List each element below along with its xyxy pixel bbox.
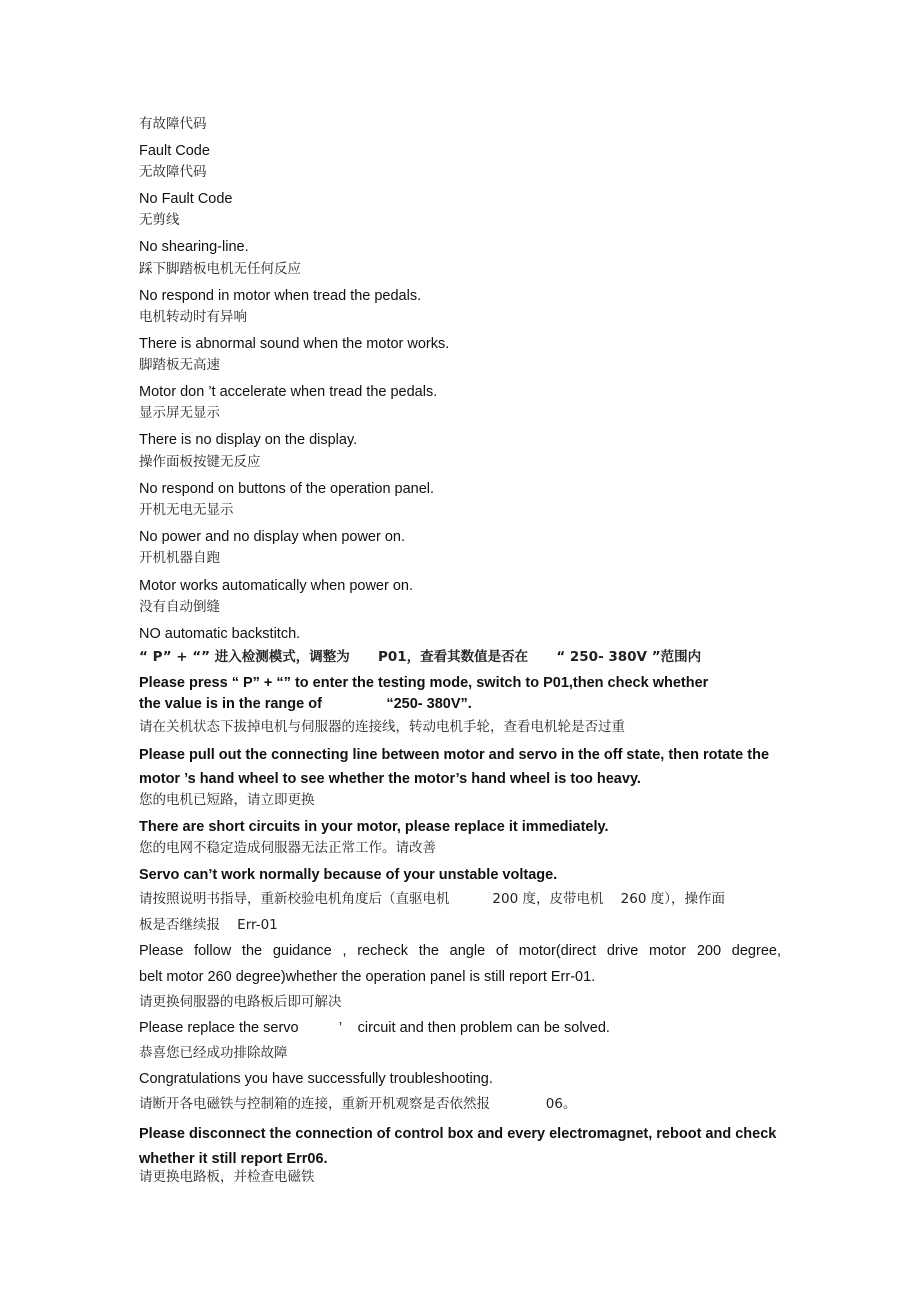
text-line-zh: 有故障代码 xyxy=(139,116,207,132)
text-line-en: Servo can’t work normally because of your unstable voltage. xyxy=(139,867,558,883)
text-line-en: Motor works automatically when power on. xyxy=(139,578,414,594)
text-line-en: Please disconnect the connection of control box and every electromagnet, reboot and check xyxy=(139,1126,777,1142)
text-line-zh: 请在关机状态下拔掉电机与伺服器的连接线，转动电机手轮，查看电机轮是否过重 xyxy=(139,719,625,735)
text-line-en: Please follow the guidance , recheck the angle of motor(direct drive motor 200 degree, xyxy=(139,943,781,959)
text-line-zh: 无故障代码 xyxy=(139,164,207,180)
text-line-zh: 没有自动倒缝 xyxy=(139,599,220,615)
text-line-en: No power and no display when power on. xyxy=(139,529,405,545)
text-line-en: Fault Code xyxy=(139,143,210,159)
text-line-zh: “ P” + “” 进入检测模式，调整为 P01，查看其数值是否在 “ 250- 380V ”范围内 xyxy=(139,649,702,665)
text-line-zh: 脚踏板无高速 xyxy=(139,357,220,373)
text-line-zh: 板是否继续报 Err-01 xyxy=(139,917,278,933)
text-line-en: motor ’s hand wheel to see whether the motor’s hand wheel is too heavy. xyxy=(139,771,641,787)
text-line-en: There is abnormal sound when the motor works. xyxy=(139,336,450,352)
text-line-zh: 电机转动时有异响 xyxy=(139,309,247,325)
text-line-en: No shearing-line. xyxy=(139,239,249,255)
text-line-en: There is no display on the display. xyxy=(139,432,358,448)
text-line-en: the value is in the range of “250- 380V”. xyxy=(139,696,472,712)
text-line-en: No respond on buttons of the operation panel. xyxy=(139,481,435,497)
text-line-zh: 您的电网不稳定造成伺服器无法正常工作。请改善 xyxy=(139,840,436,856)
text-line-en: Please press “ P” + “” to enter the testing mode, switch to P01,then check whether xyxy=(139,675,709,691)
text-line-en: Please pull out the connecting line between motor and servo in the off state, then rotate the xyxy=(139,747,770,763)
text-line-zh: 请断开各电磁铁与控制箱的连接，重新开机观察是否依然报 06。 xyxy=(139,1096,577,1112)
text-line-en: Please replace the servo ’ circuit and then problem can be solved. xyxy=(139,1020,610,1036)
text-line-zh: 请更换电路板，并检查电磁铁 xyxy=(139,1169,315,1185)
text-line-zh: 请按照说明书指导，重新校验电机角度后（直驱电机 200 度，皮带电机 260 度），操作面 xyxy=(139,891,725,907)
text-line-en: Congratulations you have successfully troubleshooting. xyxy=(139,1071,493,1087)
text-line-en: belt motor 260 degree)whether the operation panel is still report Err-01. xyxy=(139,969,596,985)
text-line-en: Motor don ’t accelerate when tread the pedals. xyxy=(139,384,438,400)
text-line-en: NO automatic backstitch. xyxy=(139,626,301,642)
text-line-zh: 开机机器自跑 xyxy=(139,550,220,566)
text-line-zh: 恭喜您已经成功排除故障 xyxy=(139,1045,288,1061)
text-line-zh: 请更换伺服器的电路板后即可解决 xyxy=(139,994,342,1010)
text-line-zh: 踩下脚踏板电机无任何反应 xyxy=(139,261,301,277)
text-line-zh: 显示屏无显示 xyxy=(139,405,220,421)
text-line-zh: 操作面板按键无反应 xyxy=(139,454,261,470)
text-line-zh: 开机无电无显示 xyxy=(139,502,234,518)
text-line-en: No respond in motor when tread the pedals. xyxy=(139,288,422,304)
text-line-zh: 您的电机已短路，请立即更换 xyxy=(139,792,315,808)
text-line-zh: 无剪线 xyxy=(139,212,180,228)
text-line-en: There are short circuits in your motor, please replace it immediately. xyxy=(139,819,609,835)
text-line-en: whether it still report Err06. xyxy=(139,1151,328,1167)
text-line-en: No Fault Code xyxy=(139,191,233,207)
